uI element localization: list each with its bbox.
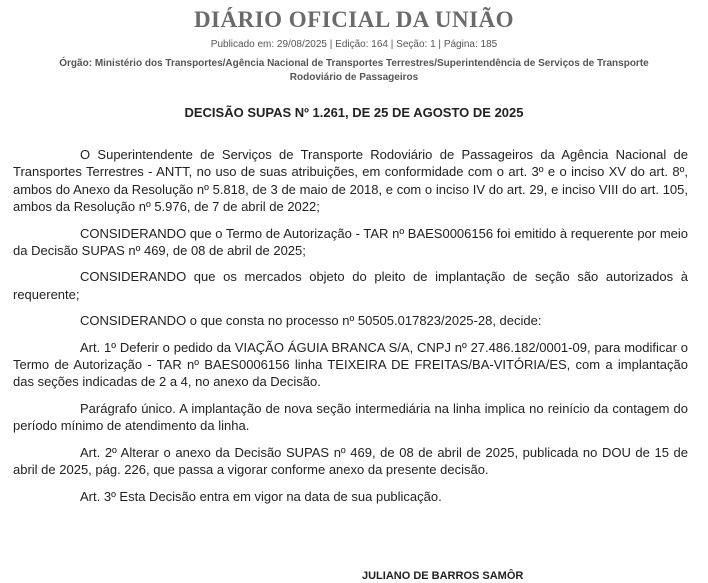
meta-separator: | <box>438 39 442 50</box>
signatory-name: JULIANO DE BARROS SAMÔR <box>362 570 524 582</box>
considerando-paragraph: CONSIDERANDO o que consta no processo nº 50505.017823/2025-28, decide: <box>80 313 542 329</box>
published-date: Publicado em: 29/08/2025 <box>210 39 327 50</box>
journal-title: DIÁRIO OFICIAL DA UNIÃO <box>193 7 515 32</box>
publication-meta <box>0 38 708 51</box>
section-number: Seção: 1 <box>396 39 436 50</box>
considerando-paragraph: CONSIDERANDO que o Termo de Autorização - TAR nº BAES0006156 foi emitido à requerente por meio da Decisão SUPAS nº 469, de 08 de abril de 2025; <box>13 225 688 259</box>
masthead <box>0 0 708 85</box>
act-body <box>13 146 688 505</box>
meta-separator: | <box>329 39 333 50</box>
organ-label: Órgão: <box>59 58 93 69</box>
article-2-paragraph: Art. 2º Alterar o anexo da Decisão SUPAS nº 469, de 08 de abril de 2025, publicada no DOU de 15 de abril de 2025, pág. 226, que passa a vigorar conforme anexo da presente decisão. <box>13 444 688 478</box>
organ-name: Ministério dos Transportes/Agência Nacional de Transportes Terrestres/Superintendência de Serviços de Transporte Rodoviário de Passageiros <box>94 58 649 83</box>
act-title: DECISÃO SUPAS Nº 1.261, DE 25 DE AGOSTO DE 2025 <box>184 105 524 120</box>
edition-number: Edição: 164 <box>335 39 388 50</box>
considerando-paragraph: CONSIDERANDO que os mercados objeto do pleito de implantação de seção são autorizados à requerente; <box>13 269 688 302</box>
organ-line <box>40 57 668 85</box>
preamble-paragraph: O Superintendente de Serviços de Transporte Rodoviário de Passageiros da Agência Nacional de Transportes Terrestres - ANTT, no uso de suas atribuições, em conformidade com o art. 3º e o inciso XV do art. 8º, ambos do Anexo da Resolução nº 5.818, de 3 de maio de 2018, e com o inciso IV do art. 29, e inciso VIII do art. 105, ambos da Resolução nº 5.976, de 7 de abril de 2022; <box>13 147 688 215</box>
meta-separator: | <box>390 39 394 50</box>
sole-paragraph: Parágrafo único. A implantação de nova seção intermediária na linha implica no reinício da contagem do período mínimo de atendimento da linha. <box>13 400 688 434</box>
article-1-paragraph: Art. 1º Deferir o pedido da VIAÇÃO ÁGUIA BRANCA S/A, CNPJ nº 27.486.182/0001-09, para modificar o Termo de Autorização - TAR nº BAES0006156 linha TEIXEIRA DE FREITAS/BA-VITÓRIA/ES, com a implantação das seções indicadas de 2 a 4, no anexo da Decisão. <box>13 339 688 390</box>
article-3-paragraph: Art. 3º Esta Decisão entra em vigor na data de sua publicação. <box>80 488 442 504</box>
page-number: Página: 185 <box>443 39 498 50</box>
